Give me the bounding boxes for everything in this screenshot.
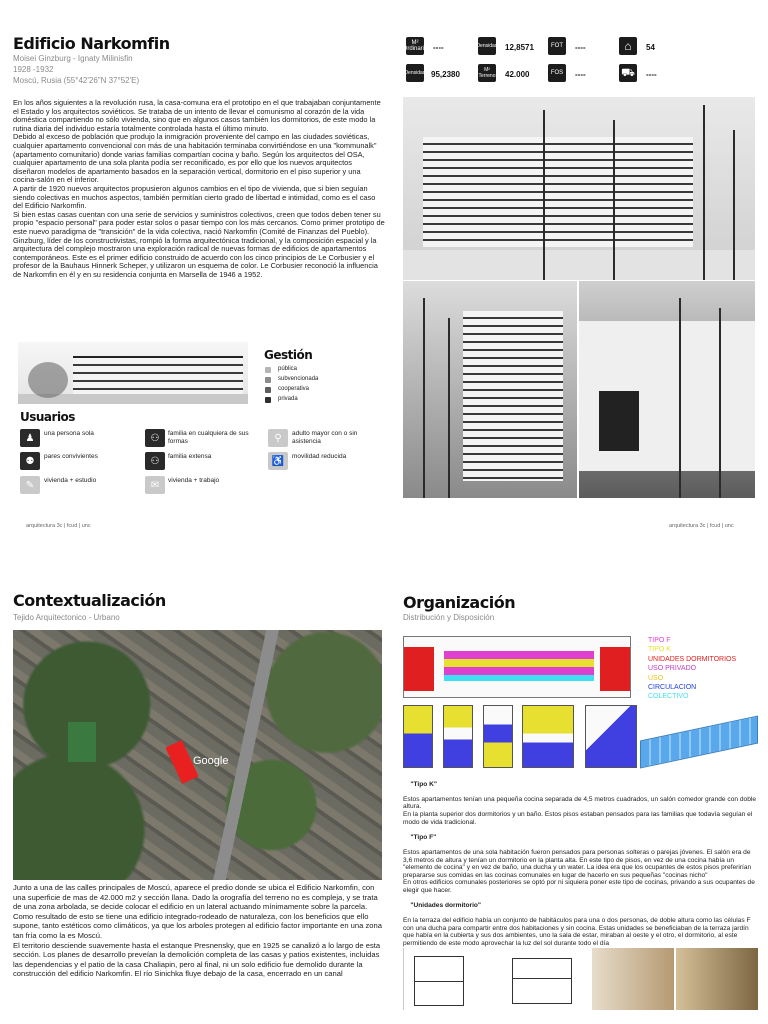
- stat-value: 54: [646, 43, 655, 52]
- family-icon: ⚇: [145, 429, 165, 447]
- building-sketch: [18, 342, 248, 404]
- usuario-label: pares convivientes: [44, 453, 98, 460]
- couple-icon: ⚉: [20, 452, 40, 470]
- building-photo-3: [579, 281, 755, 498]
- stat-value: ----: [575, 43, 586, 52]
- section-body: Estos apartamentos tenían una pequeña cocina separada de 4,5 metros cuadrados, un salón comedor grande con doble altura. En la planta superior dos dormitorios y un baño. Estos pisos estaban pensados para las familias que todavía seguían el modo de vida tradicional.: [403, 795, 757, 826]
- context-text: Junto a una de las calles principales de Moscú, aparece el predio donde se ubica el Edificio Narkomfin, con una superficie de mas de 42.000 m2 y sección llana. Dado la orografía del terreno no es compleja, y se trata de una zona arbolada, se decide colocar el edificio en un lateral actuando mínimamente sobre la parcela. Como resultado de esto se tiene una edificio integrado-rodeado de naturaleza, con los beneficios que ello supone, tanto estéticos como climáticos, ya que los arboles protegen al edificio factor importante en una zona tan fría como la es Moscú. El territorio desciende suavemente hasta el estanque Presnensky, que en 1925 se canalizó a lo largo de esta sección. Los planes de desarrollo preveían la demolición completa de las casas y patios existentes, incluidas las dependencias y el patio de la casa Chaliapin, pero al final, ni un solo edificio fue demolido durante la construcción del edificio Narkomfin. El río Sinichka fluye debajo de la casa, encerrado en un canal: [13, 883, 382, 979]
- footer-right: arquitectura 3c | fcud | unc: [669, 523, 734, 529]
- unit-plan: [585, 705, 637, 768]
- usuario-label: familia extensa: [168, 453, 212, 460]
- density-icon: [478, 37, 496, 55]
- footer-left: arquitectura 3c | fcud | unc: [26, 523, 91, 529]
- legend-item: TIPO F: [648, 637, 671, 644]
- section-heading: "Unidades dormitorio": [410, 902, 482, 910]
- legend-swatch-cooperativa: [265, 387, 271, 393]
- density-icon-label: Densidad: [476, 43, 498, 49]
- circulation-plan: [640, 715, 758, 768]
- car-icon: ⛟: [619, 64, 637, 82]
- aerial-map: [13, 630, 382, 880]
- section-heading: "Tipo F": [410, 833, 437, 841]
- area-icon: M² Ordinario: [406, 37, 424, 55]
- legend-label: pública: [278, 366, 298, 372]
- years: 1928 -1932: [13, 65, 54, 74]
- legend-label: cooperativa: [278, 386, 310, 392]
- legend-item: USO: [648, 675, 664, 682]
- usuario-label: vivienda + trabajo: [168, 477, 220, 484]
- house-icon: ⌂: [619, 37, 637, 55]
- elevation-diagram: [403, 636, 631, 698]
- usuario-label: familia en cualquiera de sus formas: [168, 430, 249, 445]
- location: Moscú, Rusia (55°42'26"N 37°52'E): [13, 76, 140, 85]
- stat-value: ----: [575, 70, 586, 79]
- legend-label: privada: [278, 396, 298, 402]
- legend-label: subvencionada: [278, 376, 319, 382]
- land-area-icon: M² Terreno: [478, 64, 496, 82]
- unit-plan: [403, 705, 433, 768]
- stat-value: 12,8571: [505, 43, 534, 52]
- unit-plan: [522, 705, 574, 768]
- stat-value: ----: [646, 70, 657, 79]
- section-title: Contextualización: [13, 591, 166, 610]
- legend-swatch-subvencionada: [265, 377, 271, 383]
- work-icon: ✉: [145, 476, 165, 494]
- section-body: Estos apartamentos de una sola habitación fueron pensados para personas solteras o parejas jóvenes. El salón era de 3,6 metros de altura y tenían un dormitorio en la planta alta. En este tipo de pisos, en vez de una cocina había un "elemento de cocina" y en vez de baño, una ducha y un water. La idea era que los ocupantes de estos pisos preferirían prepararse sus comidas en las cocinas comunales en lugar de hacerlo en sus pequeñas "cocinas nicho" En otros edificios comunales posteriores se optó por ni siquiera poner este tipo de cocinas, privando a sus ocupantes de elegir que hacer.: [403, 848, 755, 894]
- stat-value: 42.000: [505, 70, 530, 79]
- section-drawing-2: [497, 948, 587, 1010]
- legend-item: CIRCULACION: [648, 684, 697, 691]
- map-watermark: Google: [193, 755, 229, 767]
- section-heading: "Tipo K": [410, 780, 437, 788]
- organization-text: [403, 773, 758, 963]
- legend-swatch-privada: [265, 397, 271, 403]
- building-photo-2: [403, 281, 577, 498]
- density-icon: Densidad: [406, 64, 424, 82]
- wheelchair-icon: ♿: [268, 452, 288, 470]
- stat-value: ----: [433, 43, 444, 52]
- usuario-label: una persona sola: [44, 430, 94, 437]
- fot-icon: FOT: [548, 37, 566, 55]
- section-title: Organización: [403, 593, 516, 612]
- legend-item: UNIDADES DORMITORIOS: [648, 656, 737, 663]
- section-body: En la terraza del edificio había un conjunto de habitáculos para una o dos personas, de doble altura como las células F con una ducha para compartir entre dos habitaciones y sin cocina. Estas unidades se beneficiaban de la terraza jardín que había en la cubierta y sus dos ambientes, uno la sala de estar, miraban al oeste y el otro, el dormitorio, al este permitiendo de este modo aprovechar la luz del sol durante todo el día: [403, 917, 753, 948]
- usuarios-title: Usuarios: [20, 410, 75, 424]
- fos-icon: FOS: [548, 64, 566, 82]
- interior-photo-2: [676, 948, 758, 1010]
- intro-text: En los años siguientes a la revolución rusa, la casa-comuna era el prototipo en el que trabajaban conjuntamente el Estado y los arquitectos soviéticos. Se trataba de un intento de llevar el comunismo al corazón de la vida doméstica compartiendo no sólo vivienda, sino que en algunos casos también los dormitorios, de este modo la rutina diaria del individuo estaría totalmente controlada hasta el último minuto. Debido al exceso de población que produjo la inmigración proveniente del campo en las ciudades soviéticas, cualquier apartamento convencional con más de una habitación terminaba convirtiéndose en una "kommunalk" (apartamento comunitario) donde varias familias compartían cocina y baño. Según los arquitectos del OSA, cualquier apartamento de una sola planta podía ser reconificado, es por ello que los nuevos arquitectos diseñaron modelos de apartamento basados en la separación vertical, dormitorio en el piso superior y una cocina-salón en el inferior. A partir de 1920 nuevos arquitectos propusieron algunos cambios en el tipo de vivienda, que si bien seguían siendo colectivas en muchos aspectos, también permitían cierto grado de libertad e intimidad, como es el caso del Edificio Narkomfin. Si bien estas casas cuentan con una serie de servicios y suministros colectivos, creen que todos deben tener su propio "espacio personal" para poder estar solos o pasar tiempo con los más cercanos. Como primer prototipo de este nuevo paradigma de "transición" de la vida colectiva, nació Narkomfin (Comité de Finanzas del Pueblo). Ginzburg, líder de los constructivistas, rompió la forma arquitectónica tradicional, y la composición espacial y la arquitectura del complejo mostraron una exploración radical de nuevas formas de edificios de apartamentos contemporáneos. Este es el primer edificio construido de acuerdo con los cinco principios de Le Corbusier y el profesor de la Bauhaus Hinnerk Scheper, y utilizaron un esquema de color. Le Corbusier reconoció la influencia de Narkomfin en él y en su residencia conjunta en Marsella de 1946 a 1952.: [13, 98, 385, 279]
- legend-swatch-publica: [265, 367, 271, 373]
- study-icon: ✎: [20, 476, 40, 494]
- extended-family-icon: ⚇: [145, 452, 165, 470]
- usuario-label: movilidad reducida: [292, 453, 347, 460]
- legend-item: USO PRIVADO: [648, 665, 697, 672]
- unit-plan: [443, 705, 473, 768]
- sports-field: [68, 722, 96, 762]
- legend-item: COLECTIVO: [648, 693, 689, 700]
- stat-value: 95,2380: [431, 70, 460, 79]
- gestion-title: Gestión: [264, 348, 313, 362]
- building-photo-1: [403, 97, 755, 280]
- section-drawing-1: [403, 948, 493, 1010]
- page-title: Edificio Narkomfin: [13, 34, 170, 53]
- legend-item: TIPO K: [648, 646, 671, 653]
- person-icon: ♟: [20, 429, 40, 447]
- architects: Moisei Ginzburg - Ignaty Milinisfin: [13, 54, 133, 63]
- section-subtitle: Distribución y Disposición: [403, 613, 495, 622]
- interior-photo-1: [592, 948, 674, 1010]
- section-subtitle: Tejido Arquitectonico - Urbano: [13, 613, 120, 622]
- elderly-icon: ⚲: [268, 429, 288, 447]
- usuario-label: adulto mayor con o sin asistencia: [292, 430, 358, 445]
- unit-plan: [483, 705, 513, 768]
- usuario-label: vivienda + estudio: [44, 477, 97, 484]
